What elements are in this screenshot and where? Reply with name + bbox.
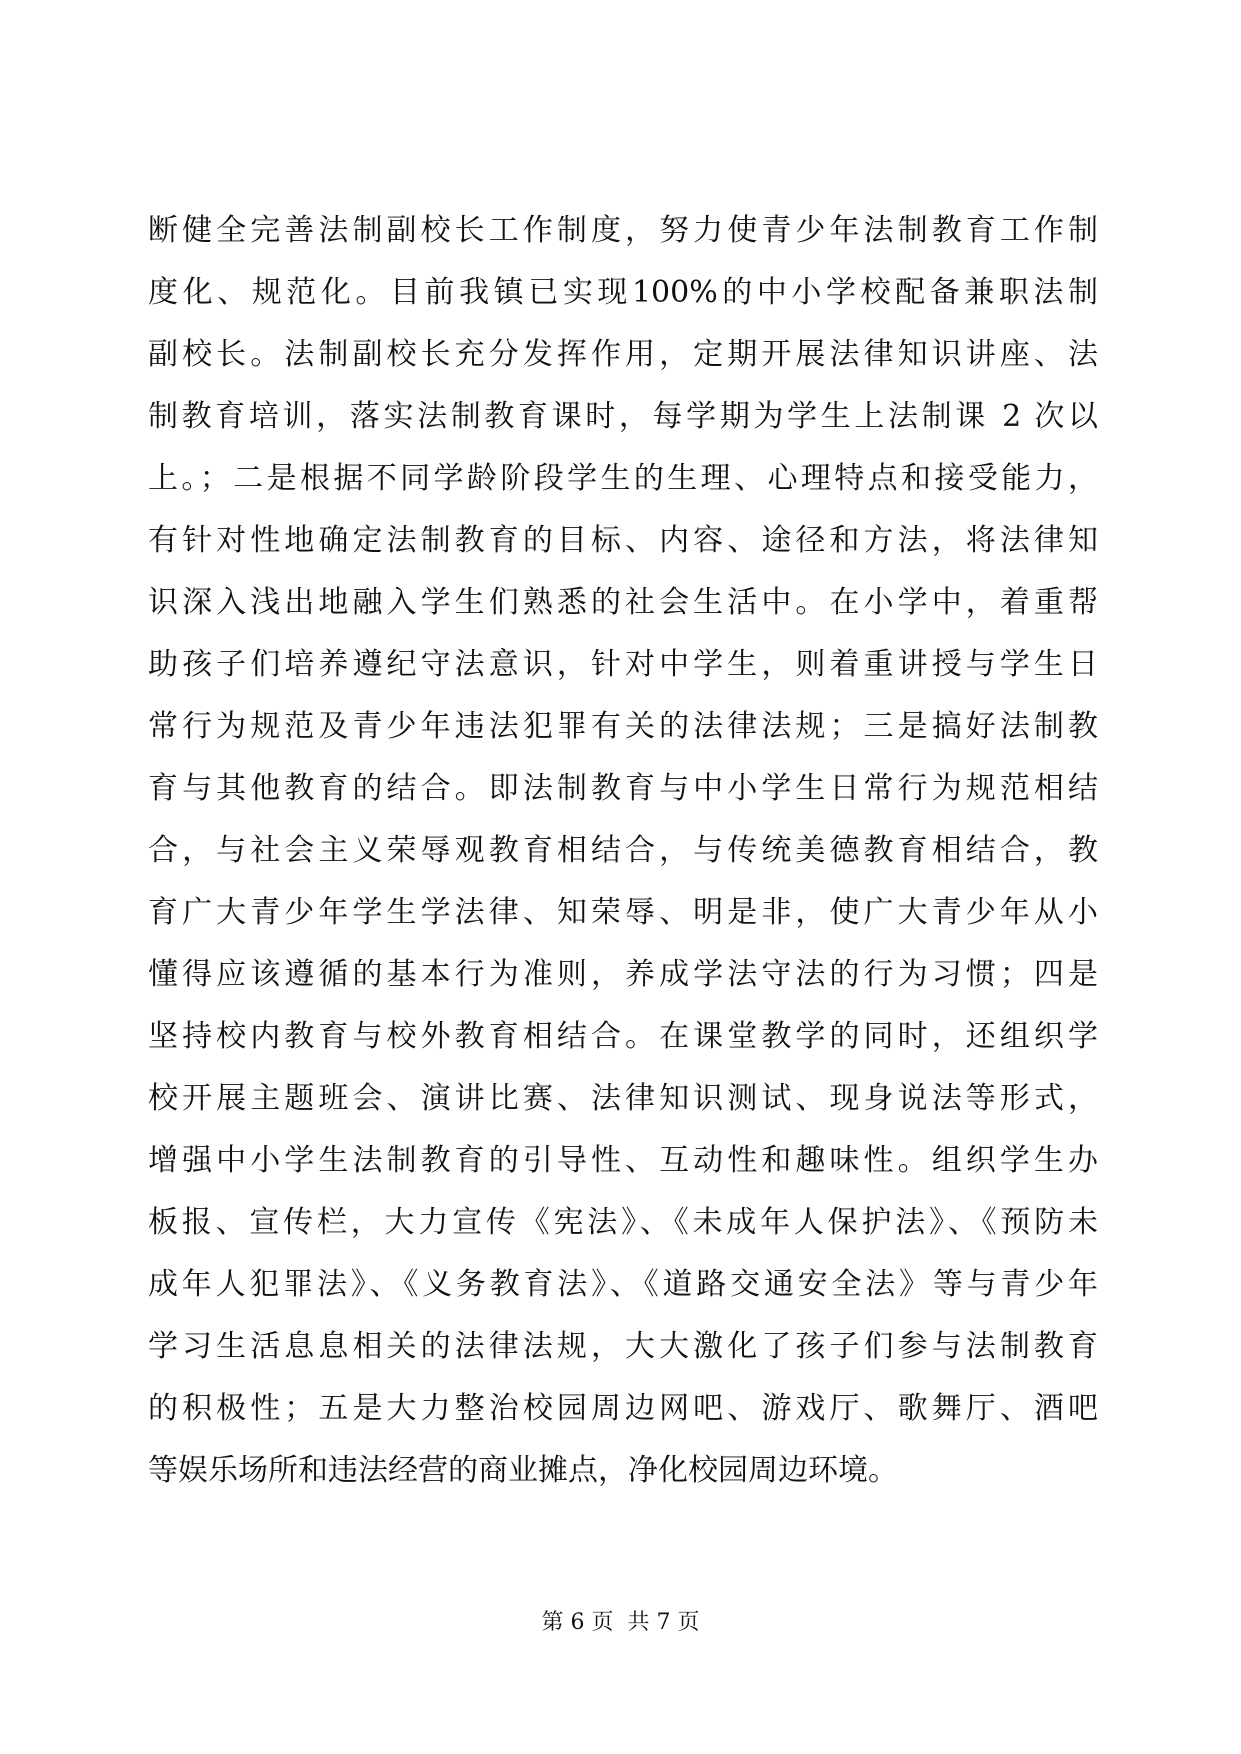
text-line: 等娱乐场所和违法经营的商业摊点，净化校园周边环境。 <box>148 1453 898 1488</box>
page-number: 第 6 页 <box>541 1610 614 1635</box>
text-line: 学习生活息息相关的法律法规，大大激化了孩子们参与法制教育 <box>148 1329 1098 1364</box>
body-paragraph <box>148 200 1098 1502</box>
text-line: 制教育培训，落实法制教育课时，每学期为学生上法制课 2 次以 <box>148 399 1098 434</box>
text-line: 懂得应该遵循的基本行为准则，养成学法守法的行为习惯；四是 <box>148 957 1098 992</box>
text-line: 常行为规范及青少年违法犯罪有关的法律法规；三是搞好法制教 <box>148 709 1098 744</box>
text-line: 有针对性地确定法制教育的目标、内容、途径和方法，将法律知 <box>148 523 1098 558</box>
page-footer <box>0 1608 1241 1638</box>
text-line: 识深入浅出地融入学生们熟悉的社会生活中。在小学中，着重帮 <box>148 585 1098 620</box>
text-line: 上。；二是根据不同学龄阶段学生的生理、心理特点和接受能力， <box>148 461 1098 496</box>
text-line: 断健全完善法制副校长工作制度，努力使青少年法制教育工作制 <box>148 213 1098 248</box>
text-line: 校开展主题班会、演讲比赛、法律知识测试、现身说法等形式， <box>148 1081 1098 1116</box>
text-line: 增强中小学生法制教育的引导性、互动性和趣味性。组织学生办 <box>148 1143 1098 1178</box>
text-line: 合，与社会主义荣辱观教育相结合，与传统美德教育相结合，教 <box>148 833 1098 868</box>
text-line: 副校长。法制副校长充分发挥作用，定期开展法律知识讲座、法 <box>148 337 1098 372</box>
text-line: 板报、宣传栏，大力宣传《宪法》、《未成年人保护法》、《预防未 <box>148 1205 1098 1240</box>
text-line: 度化、规范化。目前我镇已实现100%的中小学校配备兼职法制 <box>148 275 1098 310</box>
text-line: 成年人犯罪法》、《义务教育法》、《道路交通安全法》等与青少年 <box>148 1267 1098 1302</box>
text-line: 育广大青少年学生学法律、知荣辱、明是非，使广大青少年从小 <box>148 895 1098 930</box>
text-line: 育与其他教育的结合。即法制教育与中小学生日常行为规范相结 <box>148 771 1098 806</box>
text-line: 的积极性；五是大力整治校园周边网吧、游戏厅、歌舞厅、酒吧 <box>148 1391 1098 1426</box>
text-line: 坚持校内教育与校外教育相结合。在课堂教学的同时，还组织学 <box>148 1019 1098 1054</box>
text-line: 助孩子们培养遵纪守法意识，针对中学生，则着重讲授与学生日 <box>148 647 1098 682</box>
page-total: 共 7 页 <box>627 1610 700 1635</box>
